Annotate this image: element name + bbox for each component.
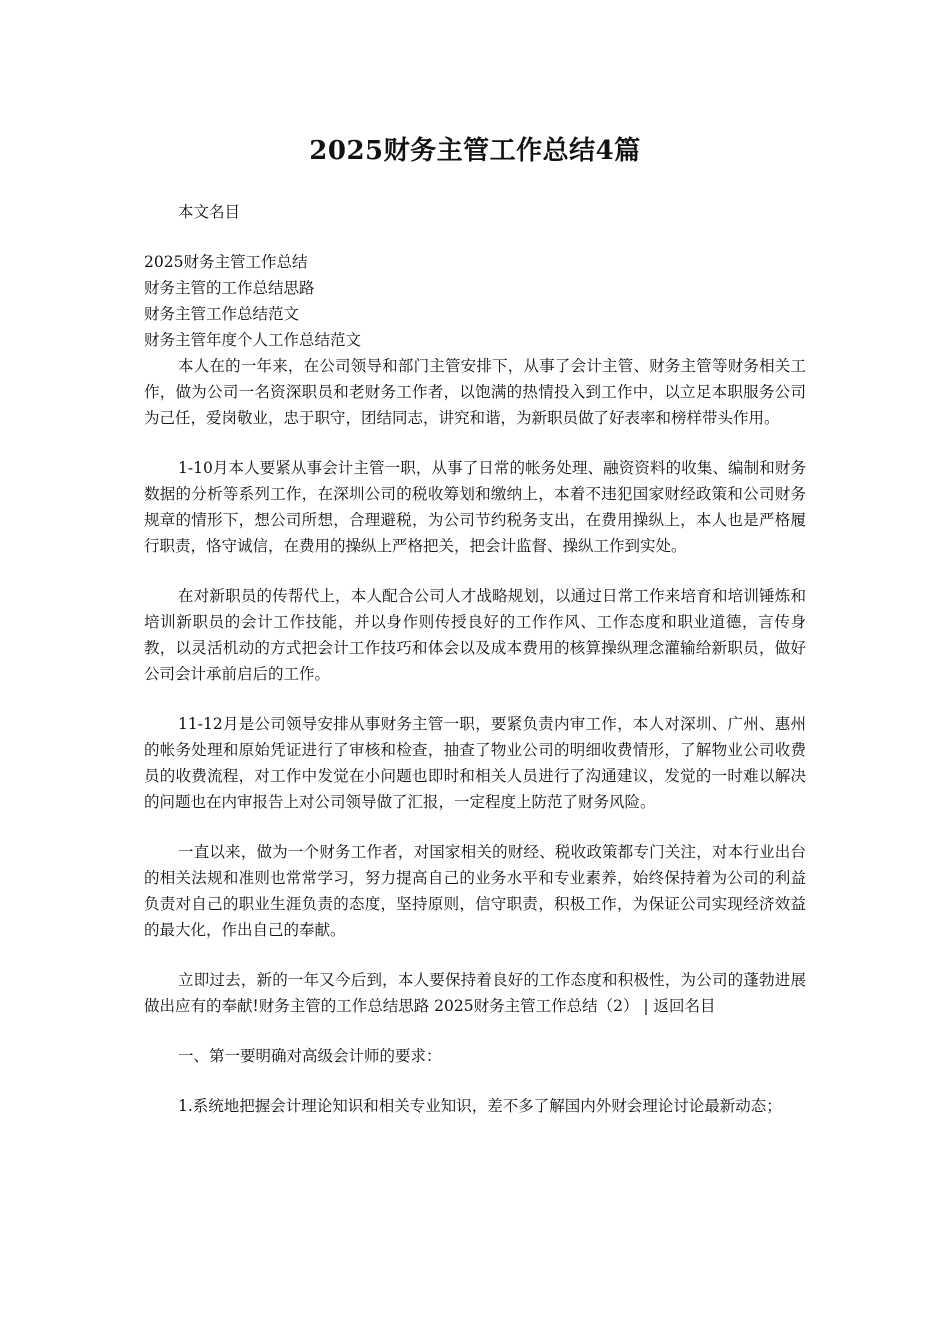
section-heading: 一、第一要明确对高级会计师的要求： [178, 1047, 442, 1065]
body-paragraph: 在对新职员的传帮代上，本人配合公司人才战略规划，以通过日常工作来培育和培训锤炼和培训新职员的会计工作技能，并以身作则传授良好的工作作风、工作态度和职业道德，言传身教，以灵活机动的方式把会计工作技巧和体会以及成本费用的核算操纵理念灌输给新职员，做好公司会计承前启后的工作。 [144, 587, 806, 683]
closing-paragraph-text: 立即过去，新的一年又今后到，本人要保持着良好的工作态度和积极性，为公司的蓬勃进展做出应有的奉献!财务主管的工作总结思路 2025财务主管工作总结（2） | [144, 971, 806, 1015]
toc-item[interactable]: 财务主管年度个人工作总结范文 [144, 331, 362, 349]
body-paragraph: 1-10月本人要紧从事会计主管一职，从事了日常的帐务处理、融资资料的收集、编制和财务数据的分析等系列工作，在深圳公司的税收筹划和缴纳上，本着不违犯国家财经政策和公司财务规章的情形下，想公司所想，合理避税，为公司节约税务支出，在费用操纵上，本人也是严格履行职责，恪守诚信，在费用的操纵上严格把关，把会计监督、操纵工作到实处。 [144, 459, 806, 555]
closing-paragraph [144, 967, 806, 1019]
toc-item[interactable]: 财务主管的工作总结思路 [144, 279, 315, 297]
document-title: 2025财务主管工作总结4篇 [309, 136, 641, 166]
body-paragraph: 11-12月是公司领导安排从事财务主管一职，要紧负责内审工作，本人对深圳、广州、惠州的帐务处理和原始凭证进行了审核和检查，抽查了物业公司的明细收费情形，了解物业公司收费员的收费流程，对工作中发觉在小问题也即时和相关人员进行了沟通建议，发觉的一时难以解决的问题也在内审报告上对公司领导做了汇报，一定程度上防范了财务风险。 [144, 715, 806, 811]
body-paragraph: 一直以来，做为一个财务工作者，对国家相关的财经、税收政策都专门关注，对本行业出台的相关法规和准则也常常学习，努力提高自己的业务水平和专业素养，始终保持着为公司的利益负责对自己的职业生涯负责的态度，坚持原则，信守职责，积极工作，为保证公司实现经济效益的最大化，作出自己的奉献。 [144, 843, 806, 939]
body-paragraph: 本人在的一年来，在公司领导和部门主管安排下，从事了会计主管、财务主管等财务相关工作，做为公司一名资深职员和老财务工作者，以饱满的热情投入到工作中，以立足本职服务公司为己任，爱岗敬业，忠于职守，团结同志，讲究和谐，为新职员做了好表率和榜样带头作用。 [144, 357, 806, 427]
toc-item[interactable]: 2025财务主管工作总结 [144, 253, 308, 271]
toc-item[interactable]: 财务主管工作总结范文 [144, 305, 300, 323]
table-of-contents [144, 249, 806, 353]
toc-heading: 本文名目 [178, 203, 241, 221]
document-body [144, 199, 806, 1143]
list-item: 1.系统地把握会计理论知识和相关专业知识，差不多了解国内外财会理论讨论最新动态； [178, 1097, 782, 1115]
back-to-toc-link[interactable]: 返回名目 [653, 997, 716, 1015]
